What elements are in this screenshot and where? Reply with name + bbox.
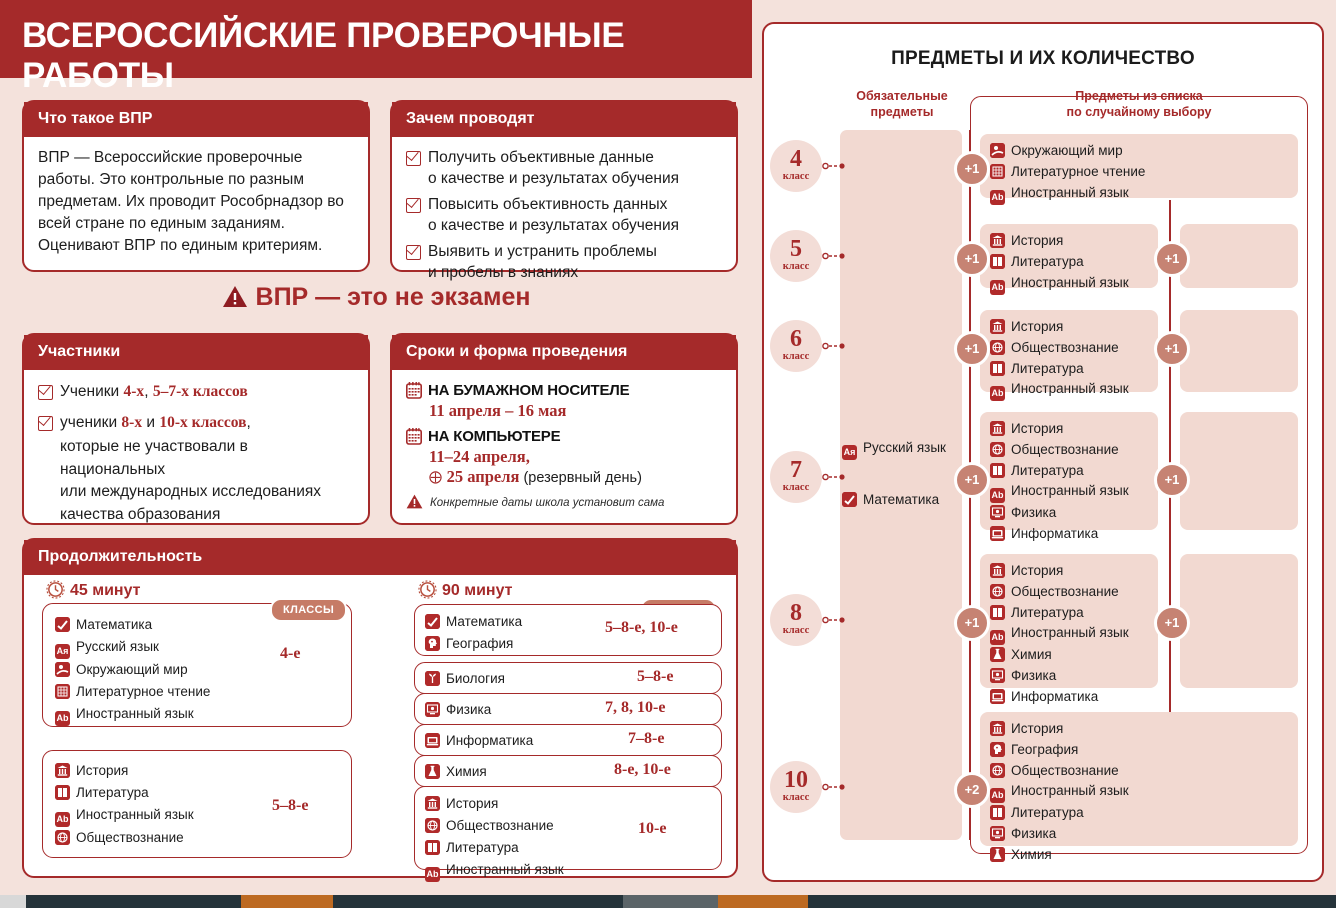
history-icon bbox=[55, 763, 70, 778]
grade-circle-5: 5 класс bbox=[770, 230, 822, 282]
subject-label: Иностранный язык bbox=[1011, 625, 1129, 641]
subject-row bbox=[425, 793, 721, 815]
duration-90-grades-1: 5–8-е, 10-е bbox=[605, 619, 678, 636]
subject-row bbox=[990, 582, 1148, 603]
subject-label: Литература bbox=[1011, 360, 1084, 376]
taskbar-segment-3[interactable] bbox=[333, 895, 623, 908]
grade-circle-4: 4 класс bbox=[770, 140, 822, 192]
subject-label: Иностранный язык bbox=[1011, 381, 1129, 397]
subject-label: История bbox=[1011, 233, 1064, 248]
participants-mid: , bbox=[144, 383, 153, 400]
chemistry-icon bbox=[990, 847, 1005, 862]
subject-label: Химия bbox=[1011, 846, 1052, 862]
dates-paper-value: 11 апреля – 16 мая bbox=[429, 401, 567, 420]
duration-90-grades-6: 10-е bbox=[638, 820, 667, 837]
informatics-icon bbox=[990, 689, 1005, 704]
history-icon bbox=[990, 721, 1005, 736]
subject-row bbox=[990, 623, 1148, 645]
duration-90-text: 90 минут bbox=[442, 582, 513, 599]
informatics-icon bbox=[425, 733, 440, 748]
subject-label: Иностранный язык bbox=[1011, 184, 1129, 200]
why-item bbox=[406, 242, 722, 283]
grade-circle-8: 8 класс bbox=[770, 594, 822, 646]
checkbox-icon bbox=[406, 198, 421, 213]
subject-label: География bbox=[446, 635, 514, 651]
subject-row bbox=[990, 162, 1288, 183]
subject-row bbox=[990, 440, 1148, 461]
subject-label: Иностранный язык bbox=[76, 806, 194, 822]
subject-row bbox=[990, 645, 1148, 666]
classes-badge: КЛАССЫ bbox=[270, 598, 347, 622]
participants-grades-1: 8-х bbox=[121, 413, 143, 431]
subject-row bbox=[990, 666, 1148, 687]
subject-label: Литература bbox=[446, 839, 519, 855]
literature-icon bbox=[990, 805, 1005, 820]
checkbox-icon bbox=[406, 151, 421, 166]
literature-icon bbox=[990, 605, 1005, 620]
checkbox-icon bbox=[406, 245, 421, 260]
connector-7 bbox=[822, 471, 846, 483]
warning-triangle-icon bbox=[222, 285, 248, 315]
subject-row bbox=[990, 561, 1148, 582]
subject-row bbox=[990, 781, 1288, 803]
foreign-icon: Ab bbox=[990, 488, 1005, 503]
literature-icon bbox=[990, 463, 1005, 478]
subject-label: Обществознание bbox=[1011, 441, 1119, 457]
grade-circle-10: 10 класс bbox=[770, 761, 822, 813]
subject-row bbox=[55, 703, 351, 726]
why-item bbox=[406, 148, 722, 189]
subject-label: Химия bbox=[1011, 647, 1052, 663]
world-icon bbox=[990, 143, 1005, 158]
subject-row bbox=[55, 636, 351, 659]
obligatory-subjects-column bbox=[840, 130, 962, 840]
calendar-icon bbox=[406, 382, 422, 399]
subject-label: Информатика bbox=[1011, 688, 1099, 704]
history-icon bbox=[990, 563, 1005, 578]
main-title-band bbox=[0, 0, 752, 95]
calendar-icon bbox=[406, 428, 422, 445]
foreign-icon: Ab bbox=[990, 386, 1005, 401]
clock-gear-icon bbox=[46, 580, 65, 599]
subject-label: Физика bbox=[446, 702, 492, 717]
subject-row bbox=[990, 803, 1288, 824]
subject-label: Физика bbox=[1011, 505, 1057, 521]
duration-45-text: 45 минут bbox=[70, 582, 141, 599]
dates-computer-value-2: 25 апреля bbox=[446, 467, 520, 486]
social-icon bbox=[990, 340, 1005, 355]
subject-label: География bbox=[1011, 741, 1079, 757]
column-header-obligatory: Обязательные предметы bbox=[856, 89, 948, 119]
taskbar-segment-4[interactable] bbox=[623, 895, 718, 908]
social-icon bbox=[55, 830, 70, 845]
taskbar-segment-5[interactable] bbox=[718, 895, 808, 908]
social-icon bbox=[425, 818, 440, 833]
taskbar-segment-0[interactable] bbox=[0, 895, 26, 908]
plus-badge-6-second: +1 bbox=[1154, 331, 1190, 367]
dates-paper-label: НА БУМАЖНОМ НОСИТЕЛЕ bbox=[428, 382, 630, 399]
random-block-grade-8-extra bbox=[1180, 554, 1298, 688]
subject-label: Физика bbox=[1011, 668, 1057, 684]
subject-row bbox=[425, 761, 721, 783]
dates-computer bbox=[406, 428, 722, 487]
geography-icon bbox=[990, 742, 1005, 757]
duration-90-group-5 bbox=[414, 755, 722, 787]
subject-label: Литература bbox=[76, 784, 149, 800]
connector-8 bbox=[822, 614, 846, 626]
subject-label: Иностранный язык bbox=[1011, 483, 1129, 499]
dates-note-text: Конкретные даты школа установит сама bbox=[430, 497, 665, 509]
why-item-line1: Получить объективные данные bbox=[428, 149, 654, 166]
page-title: ВСЕРОССИЙСКИЕ ПРОВЕРОЧНЫЕ РАБОТЫ bbox=[22, 16, 625, 95]
why-item-line2: и пробелы в знаниях bbox=[428, 264, 579, 282]
random-block-grade-6-extra bbox=[1180, 310, 1298, 392]
world-icon bbox=[55, 662, 70, 677]
random-block-grade-10 bbox=[980, 712, 1298, 862]
plus-badge-5-second: +1 bbox=[1154, 241, 1190, 277]
subject-label: Литературное чтение bbox=[76, 683, 211, 699]
participants-grades-1: 4-х bbox=[123, 383, 145, 400]
subject-row bbox=[990, 824, 1288, 845]
subject-label: Литература bbox=[1011, 253, 1084, 269]
biology-icon bbox=[425, 671, 440, 686]
duration-90-group-3 bbox=[414, 693, 722, 725]
dates-computer-value-2-suffix: (резервный день) bbox=[519, 470, 642, 486]
participants-grades-2: 5–7-х классов bbox=[152, 383, 248, 400]
literature-icon bbox=[990, 254, 1005, 269]
taskbar[interactable] bbox=[0, 895, 1336, 908]
warning-triangle-icon bbox=[406, 494, 423, 512]
informatics-icon bbox=[990, 526, 1005, 541]
subject-label: Литература bbox=[1011, 462, 1084, 478]
card-what-is-vpr-text: ВПР — Всероссийские проверочные работы. Это контрольные по разным предметам. Их проводит Рособрнадзор во всей стране по единым заданиям. Оценивают ВПР по единым критериям. bbox=[38, 149, 344, 254]
connector-6 bbox=[822, 340, 846, 352]
subject-row bbox=[990, 359, 1148, 380]
subject-label: Обществознание bbox=[1011, 762, 1119, 778]
subject-label: Химия bbox=[446, 764, 487, 779]
participants-mid: и bbox=[142, 413, 160, 431]
subject-label: История bbox=[446, 796, 499, 811]
duration-90-grades-5: 8-е, 10-е bbox=[614, 761, 671, 778]
participants-detail-1: которые не участвовали в национальных bbox=[60, 438, 248, 478]
subject-row bbox=[425, 668, 721, 690]
plus-badge-4: +1 bbox=[954, 151, 990, 187]
card-dates-title: Сроки и форма проведения bbox=[392, 335, 736, 370]
physics-icon bbox=[990, 505, 1005, 520]
duration-90-grades-3: 7, 8, 10-е bbox=[605, 699, 666, 716]
foreign-icon: Ab bbox=[990, 630, 1005, 645]
foreign-icon: Ab bbox=[55, 812, 70, 827]
subject-label: Обществознание bbox=[1011, 583, 1119, 599]
duration-90-grades-2: 5–8-е bbox=[637, 668, 674, 685]
history-icon bbox=[990, 233, 1005, 248]
random-block-grade-7 bbox=[980, 412, 1158, 542]
subject-label: История bbox=[1011, 421, 1064, 436]
participants-detail-2: или международных исследованиях bbox=[60, 483, 322, 501]
clock-gear-icon bbox=[418, 580, 437, 599]
duration-90-group-4 bbox=[414, 724, 722, 756]
taskbar-segment-2[interactable] bbox=[241, 895, 333, 908]
banner-text: ВПР — это не экзамен bbox=[255, 283, 531, 311]
subject-label: Иностранный язык bbox=[1011, 783, 1129, 799]
subject-label: Иностранный язык bbox=[1011, 274, 1129, 290]
dates-computer-value-1: 11–24 апреля, bbox=[429, 447, 530, 466]
subject-row bbox=[990, 761, 1288, 782]
subject-row bbox=[990, 419, 1148, 440]
plus-badge-10: +2 bbox=[954, 772, 990, 808]
dates-computer-value-2-row bbox=[429, 467, 722, 487]
subject-label: Информатика bbox=[446, 733, 534, 748]
physics-icon bbox=[425, 702, 440, 717]
subject-row bbox=[55, 760, 351, 782]
subject-row bbox=[990, 524, 1148, 545]
subject-row bbox=[842, 437, 946, 460]
participants-item bbox=[38, 382, 354, 403]
subject-label: Обществознание bbox=[1011, 339, 1119, 355]
subjects-panel-title: ПРЕДМЕТЫ И ИХ КОЛИЧЕСТВО bbox=[891, 48, 1195, 69]
physics-icon bbox=[990, 826, 1005, 841]
subject-row bbox=[990, 338, 1148, 359]
plus-badge-6: +1 bbox=[954, 331, 990, 367]
why-item-line2: о качестве и результатах обучения bbox=[428, 216, 679, 234]
duration-90-group-6 bbox=[414, 786, 722, 879]
subject-label: История bbox=[76, 763, 129, 778]
subject-row bbox=[990, 461, 1148, 482]
subject-label: Окружающий мир bbox=[1011, 143, 1123, 158]
why-item-line2: о качестве и результатах обучения bbox=[428, 169, 679, 187]
connector-5 bbox=[822, 250, 846, 262]
subject-row bbox=[425, 859, 721, 882]
plus-circle-icon: ⨁ bbox=[429, 469, 442, 484]
dates-paper bbox=[406, 382, 722, 421]
dates-computer-label: НА КОМПЬЮТЕРЕ bbox=[428, 428, 561, 445]
grade-circle-7: 7 класс bbox=[770, 451, 822, 503]
subject-row bbox=[990, 603, 1148, 624]
random-block-grade-5-extra bbox=[1180, 224, 1298, 288]
math-icon bbox=[425, 614, 440, 629]
subject-label: Литературное чтение bbox=[1011, 163, 1146, 179]
subject-label: История bbox=[1011, 563, 1064, 578]
subjects-panel bbox=[762, 22, 1324, 882]
card-what-is-vpr-title: Что такое ВПР bbox=[24, 102, 368, 137]
checkbox-icon bbox=[38, 416, 53, 431]
participants-detail-3: качества образования bbox=[60, 505, 221, 523]
duration-90-group-2 bbox=[414, 662, 722, 694]
foreign-icon: Ab bbox=[990, 190, 1005, 205]
subject-label: Обществознание bbox=[446, 817, 554, 833]
subject-row bbox=[990, 481, 1148, 503]
social-icon bbox=[990, 763, 1005, 778]
subject-row bbox=[990, 719, 1288, 740]
subject-row bbox=[990, 141, 1288, 162]
subject-row bbox=[990, 183, 1288, 205]
participants-suffix: , bbox=[246, 413, 251, 431]
literature-icon bbox=[55, 785, 70, 800]
subject-label: Литература bbox=[1011, 604, 1084, 620]
why-item-line1: Выявить и устранить проблемы bbox=[428, 243, 657, 261]
math-icon bbox=[55, 617, 70, 632]
column-header-random: Предметы из списка по случайному выбору bbox=[1066, 89, 1212, 119]
duration-45-label bbox=[46, 580, 141, 600]
subject-label: Математика bbox=[863, 492, 940, 507]
subject-label: Литература bbox=[1011, 805, 1084, 821]
subject-row bbox=[990, 379, 1148, 401]
duration-45-grades-2: 5–8-е bbox=[272, 797, 309, 814]
random-block-grade-6 bbox=[980, 310, 1158, 399]
dates-note bbox=[406, 494, 722, 512]
subject-label: Обществознание bbox=[76, 829, 184, 845]
plus-badge-8: +1 bbox=[954, 605, 990, 641]
subject-row bbox=[842, 489, 939, 511]
participants-grades-2: 10-х классов bbox=[159, 413, 247, 431]
card-why bbox=[390, 100, 738, 282]
subject-row bbox=[990, 845, 1288, 866]
plus-badge-7-second: +1 bbox=[1154, 462, 1190, 498]
russian-icon: Ая bbox=[842, 445, 857, 460]
plus-badge-7: +1 bbox=[954, 462, 990, 498]
social-icon bbox=[990, 584, 1005, 599]
subject-row bbox=[990, 252, 1148, 273]
subject-label: Биология bbox=[446, 671, 505, 686]
why-item bbox=[406, 195, 722, 236]
participants-prefix: ученики bbox=[60, 413, 122, 431]
participants-item bbox=[38, 413, 354, 526]
foreign-icon: Ab bbox=[425, 867, 440, 882]
subject-label: Математика bbox=[446, 614, 523, 629]
chemistry-icon bbox=[990, 647, 1005, 662]
subject-label: Иностранный язык bbox=[76, 705, 194, 721]
duration-90-grades-4: 7–8-е bbox=[628, 730, 665, 747]
subject-row bbox=[990, 317, 1148, 338]
card-what-is-vpr bbox=[22, 100, 370, 272]
reading-icon bbox=[55, 684, 70, 699]
subject-row bbox=[55, 659, 351, 681]
card-participants-title: Участники bbox=[24, 335, 368, 370]
subject-row bbox=[425, 837, 721, 859]
grade-circle-6: 6 класс bbox=[770, 320, 822, 372]
foreign-icon: Ab bbox=[990, 788, 1005, 803]
subject-row bbox=[990, 273, 1148, 295]
participants-prefix: Ученики bbox=[60, 383, 124, 400]
subject-label: Информатика bbox=[1011, 526, 1099, 542]
history-icon bbox=[425, 796, 440, 811]
card-duration-title: Продолжительность bbox=[24, 540, 736, 575]
foreign-icon: Ab bbox=[990, 280, 1005, 295]
subject-label: Русский язык bbox=[76, 638, 159, 654]
subject-label: Окружающий мир bbox=[76, 661, 188, 677]
subject-row bbox=[425, 815, 721, 837]
social-icon bbox=[990, 442, 1005, 457]
literature-icon bbox=[990, 361, 1005, 376]
subject-label: Физика bbox=[1011, 826, 1057, 842]
physics-icon bbox=[990, 668, 1005, 683]
subject-row bbox=[425, 730, 721, 752]
math-icon bbox=[842, 492, 857, 507]
subject-label: История bbox=[1011, 721, 1064, 736]
subject-row bbox=[55, 681, 351, 703]
history-icon bbox=[990, 421, 1005, 436]
duration-90-label bbox=[418, 580, 513, 600]
subject-row bbox=[990, 687, 1148, 708]
random-block-grade-7-extra bbox=[1180, 412, 1298, 530]
random-block-grade-5 bbox=[980, 224, 1158, 292]
card-dates bbox=[390, 333, 738, 525]
subject-label: История bbox=[1011, 319, 1064, 334]
why-item-line1: Повысить объективность данных bbox=[428, 196, 668, 214]
subject-label: Математика bbox=[76, 617, 153, 632]
card-why-title: Зачем проводят bbox=[392, 102, 736, 137]
subject-row bbox=[990, 740, 1288, 761]
chemistry-icon bbox=[425, 764, 440, 779]
subject-row bbox=[425, 699, 721, 721]
spine-line-right bbox=[1169, 200, 1171, 720]
geography-icon bbox=[425, 636, 440, 651]
taskbar-segment-6[interactable] bbox=[808, 895, 1336, 908]
literature-icon bbox=[425, 840, 440, 855]
subject-row bbox=[990, 503, 1148, 524]
plus-badge-5: +1 bbox=[954, 241, 990, 277]
russian-icon: Ая bbox=[55, 644, 70, 659]
connector-4 bbox=[822, 160, 846, 172]
subject-row bbox=[55, 827, 351, 849]
banner-not-an-exam bbox=[0, 283, 752, 315]
card-participants bbox=[22, 333, 370, 525]
duration-45-grades-1: 4-е bbox=[280, 645, 301, 662]
subject-row bbox=[990, 231, 1148, 252]
checkbox-icon bbox=[38, 385, 53, 400]
plus-badge-8-second: +1 bbox=[1154, 605, 1190, 641]
connector-10 bbox=[822, 781, 846, 793]
taskbar-segment-1[interactable] bbox=[26, 895, 241, 908]
random-block-grade-4 bbox=[980, 134, 1298, 202]
random-block-grade-8 bbox=[980, 554, 1158, 704]
subject-label: Русский язык bbox=[863, 440, 946, 455]
subject-label: Иностранный язык bbox=[446, 861, 564, 877]
reading-icon bbox=[990, 164, 1005, 179]
foreign-icon: Ab bbox=[55, 711, 70, 726]
history-icon bbox=[990, 319, 1005, 334]
